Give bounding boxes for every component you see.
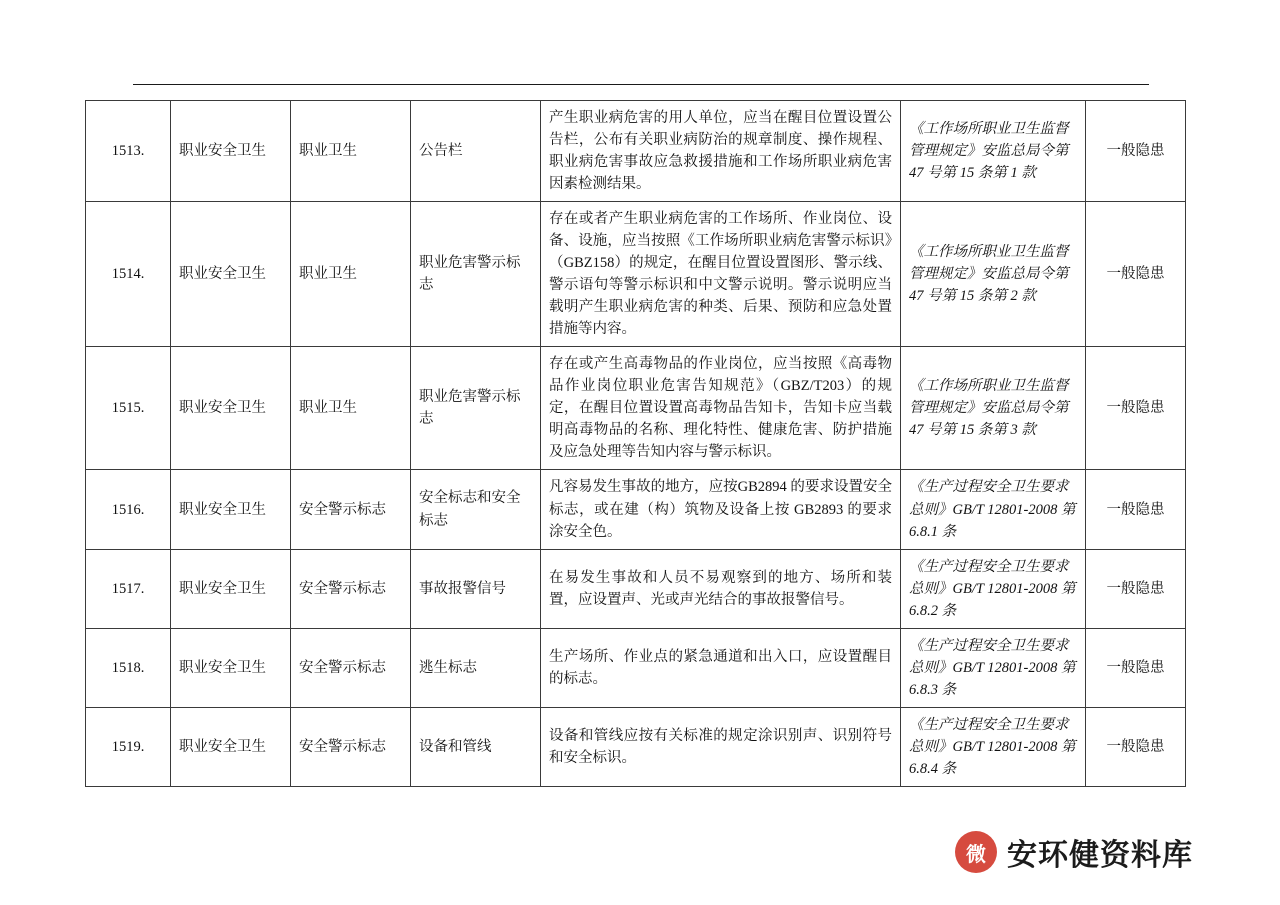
table-row (86, 101, 1186, 202)
row-basis: 《生产过程安全卫生要求总则》GB/T 12801-2008 第 6.8.1 条 (901, 470, 1086, 549)
row-category: 职业安全卫生 (171, 202, 291, 347)
row-description: 存在或者产生职业病危害的工作场所、作业岗位、设备、设施，应当按照《工作场所职业病危害警示标识》（GBZ158）的规定，在醒目位置设置图形、警示线、警示语句等警示标识和中文警示说明。警示说明应当载明产生职业病危害的种类、后果、预防和应急处置措施等内容。 (541, 202, 901, 347)
row-item: 逃生标志 (411, 628, 541, 707)
row-category: 职业安全卫生 (171, 470, 291, 549)
row-description: 生产场所、作业点的紧急通道和出入口，应设置醒目的标志。 (541, 628, 901, 707)
row-category: 职业安全卫生 (171, 101, 291, 202)
row-description: 存在或产生高毒物品的作业岗位，应当按照《高毒物品作业岗位职业危害告知规范》（GBZ/T203）的规定，在醒目位置设置高毒物品告知卡，告知卡应当载明高毒物品的名称、理化特性、健康危害、防护措施及应急处理等告知内容与警示标识。 (541, 347, 901, 470)
table-row (86, 470, 1186, 549)
table-row (86, 707, 1186, 786)
row-basis: 《生产过程安全卫生要求总则》GB/T 12801-2008 第 6.8.2 条 (901, 549, 1086, 628)
row-subcategory: 职业卫生 (291, 347, 411, 470)
table-row (86, 347, 1186, 470)
row-basis: 《工作场所职业卫生监督管理规定》安监总局令第47 号第 15 条第 1 款 (901, 101, 1086, 202)
row-number: 1515. (86, 347, 171, 470)
row-basis: 《生产过程安全卫生要求总则》GB/T 12801-2008 第 6.8.4 条 (901, 707, 1086, 786)
hazard-table-container (85, 100, 1185, 787)
row-description: 凡容易发生事故的地方，应按GB2894 的要求设置安全标志，或在建（构）筑物及设备上按 GB2893 的要求涂安全色。 (541, 470, 901, 549)
hazard-table (85, 100, 1186, 787)
row-number: 1518. (86, 628, 171, 707)
row-number: 1517. (86, 549, 171, 628)
row-level: 一般隐患 (1086, 101, 1186, 202)
row-basis: 《工作场所职业卫生监督管理规定》安监总局令第47 号第 15 条第 3 款 (901, 347, 1086, 470)
row-number: 1513. (86, 101, 171, 202)
wechat-badge-icon: 微 (955, 831, 997, 873)
row-category: 职业安全卫生 (171, 347, 291, 470)
row-subcategory: 安全警示标志 (291, 628, 411, 707)
row-basis: 《生产过程安全卫生要求总则》GB/T 12801-2008 第 6.8.3 条 (901, 628, 1086, 707)
row-level: 一般隐患 (1086, 707, 1186, 786)
header-rule (133, 84, 1149, 85)
row-item: 安全标志和安全标志 (411, 470, 541, 549)
row-category: 职业安全卫生 (171, 628, 291, 707)
row-category: 职业安全卫生 (171, 707, 291, 786)
row-item: 职业危害警示标志 (411, 202, 541, 347)
row-level: 一般隐患 (1086, 549, 1186, 628)
table-row (86, 202, 1186, 347)
table-row (86, 628, 1186, 707)
watermark-label: 安环健资料库 (1007, 839, 1193, 872)
row-subcategory: 职业卫生 (291, 101, 411, 202)
row-item: 事故报警信号 (411, 549, 541, 628)
row-description: 产生职业病危害的用人单位，应当在醒目位置设置公告栏，公布有关职业病防治的规章制度、操作规程、职业病危害事故应急救援措施和工作场所职业病危害因素检测结果。 (541, 101, 901, 202)
row-level: 一般隐患 (1086, 470, 1186, 549)
row-item: 公告栏 (411, 101, 541, 202)
row-level: 一般隐患 (1086, 202, 1186, 347)
table-row (86, 549, 1186, 628)
row-number: 1519. (86, 707, 171, 786)
row-level: 一般隐患 (1086, 347, 1186, 470)
row-subcategory: 安全警示标志 (291, 470, 411, 549)
row-number: 1516. (86, 470, 171, 549)
row-subcategory: 安全警示标志 (291, 549, 411, 628)
watermark (955, 830, 1193, 874)
row-level: 一般隐患 (1086, 628, 1186, 707)
row-item: 设备和管线 (411, 707, 541, 786)
row-number: 1514. (86, 202, 171, 347)
row-description: 设备和管线应按有关标准的规定涂识别声、识别符号和安全标识。 (541, 707, 901, 786)
row-subcategory: 安全警示标志 (291, 707, 411, 786)
row-subcategory: 职业卫生 (291, 202, 411, 347)
row-category: 职业安全卫生 (171, 549, 291, 628)
row-description: 在易发生事故和人员不易观察到的地方、场所和装置，应设置声、光或声光结合的事故报警信号。 (541, 549, 901, 628)
row-item: 职业危害警示标志 (411, 347, 541, 470)
row-basis: 《工作场所职业卫生监督管理规定》安监总局令第47 号第 15 条第 2 款 (901, 202, 1086, 347)
